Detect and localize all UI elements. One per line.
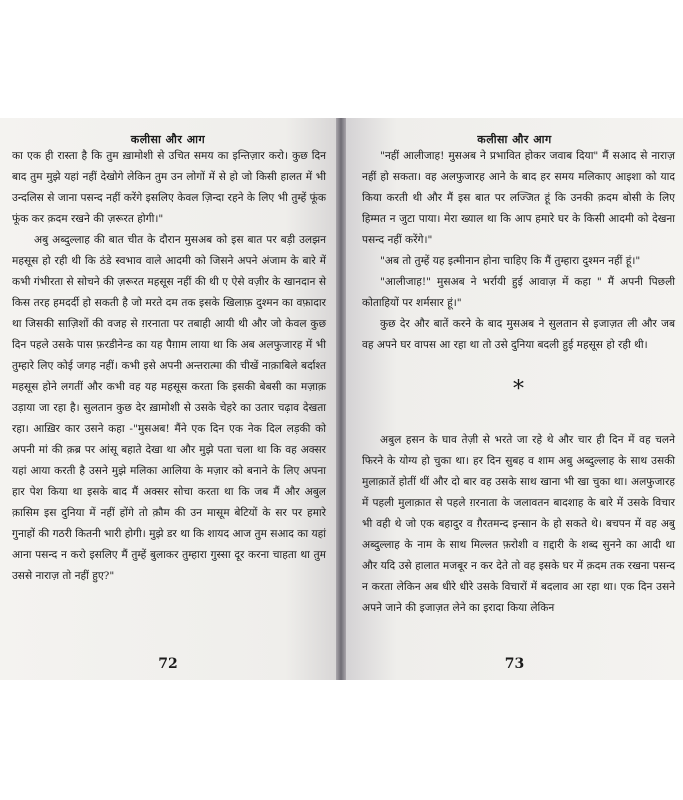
paragraph: अबुल हसन के घाव तेज़ी से भरते जा रहे थे और चार ही दिन में वह चलने फिरने के योग्य हो चुका था। हर दिन सुबह व शाम अबु अब्दुल्लाह के साथ उसकी मुलाक़ातें होतीं थीं और दो बार वह उसके साथ खाना भी खा चुका था। अलफुजारह में पहली मुलाक़ात से पहले ग़रनाता के जलावतन बादशाह के बारे में उसके विचार भी वही थे जो एक बहादुर व ग़ैरतमन्द इन्सान के हो सकते थे। बचपन में वह अबु अब्दुल्लाह के नाम के साथ मिल्लत फ़रोशी व ग़द्दारी के शब्द सुनने का आदी था और यदि उसे हालात मजबूर न कर देते तो वह इसके घर में क़दम तक रखना पसन्द न करता लेकिन अब धीरे धीरे उसके विचारों में बदलाव आ रहा था। एक दिन उसने अपने जाने की इजाज़त लेने का इरादा किया लेकिन — [362, 434, 675, 614]
page-number-right: 73 — [504, 656, 525, 672]
running-head-left: कलीसा और आग — [130, 133, 206, 146]
paragraph: कुछ देर और बातें करने के बाद मुसअब ने सुलतान से इजाज़त ली और जब वह अपने घर वापस आ रहा था तो उसे दुनिया बदली हुई महसूस हो रही थी। — [362, 318, 675, 351]
section-divider-asterisk: * — [513, 377, 524, 402]
left-page — [0, 118, 336, 680]
page-number-left: 72 — [158, 656, 178, 672]
running-head-right: कलीसा और आग — [477, 133, 552, 146]
right-page — [346, 118, 683, 680]
paragraph: "अब तो तुम्हें यह इत्मीनान होना चाहिए कि मैं तुम्हारा दुश्मन नहीं हूं।" — [380, 255, 641, 267]
paragraph: "नहीं आलीजाह! मुसअब ने प्रभावित होकर जवाब दिया" मैं सआद से नाराज़ नहीं हो सकता। वह अलफुजारह आने के बाद हर समय मलिकाए आइशा को याद किया करती थी और मैं इस बात पर लज्जित हूं कि उनकी क़दम बोसी के लिए हिम्मत न जुटा पाया। मेरा ख्याल था कि आप हमारे घर के किसी आदमी को देखना पसन्द नहीं करेंगे।" — [362, 150, 675, 246]
paragraph: अबु अब्दुल्लाह की बात चीत के दौरान मुसअब को इस बात पर बड़ी उलझन महसूस हो रही थी कि ठंडे स्वभाव वाले आदमी को जिसने अपने अंजाम के बारे में कभी गंभीरता से सोचने की ज़रूरत महसूस नहीं की थी ए ऐसे वज़ीर के खानदान से किस तरह हमदर्दी हो सकती है जो मरते दम तक इसके खिलाफ़ दुश्मन का वफ़ादार था जिसकी साज़िशों की वजह से ग़रनाता पर तबाही आयी थी और जो केवल कुछ दिन पहले उसके पास फ़रडीनेन्ड का यह पैग़ाम लाया था कि अब अलफुजारह में भी तुम्हारे लिए कोई जगह नहीं। कभी इसे अपनी अन्तरात्मा की चीखें नाक़ाबिले बर्दाश्त महसूस होने लगतीं और कभी वह यह महसूस करता कि इसकी बेबसी का मज़ाक़ उड़ाया जा रहा है। सुलतान कुछ देर ख़ामोशी से उसके चेहरे का उतार चढ़ाव देखता रहा। आख़िर कार उसने कहा -"मुसअब! मैंने एक दिन एक नेक दिल लड़की को अपनी मां की क़ब्र पर आंसू बहाते देखा था और मुझे पता चला था कि वह अक्सर यहां आया करती है उसने मुझे मलिका आलिया के मज़ार को बनाने के लिए अपना हार पेश किया था इसके बाद मैं अक्सर सोचा करता था कि जब मैं और अबुल क़ासिम इस दुनिया में नहीं होंगे तो क़ौम की उन मासूम बेटियों के सर पर हमारे गुनाहों की गठरी कितनी भारी होगी। मुझे डर था कि शायद आज तुम सआद का यहां आना पसन्द न करो इसलिए मैं तुम्हें बुलाकर तुम्हारा गुस्सा दूर करना चाहता था तुम उससे नाराज़ तो नहीं हुए?" — [12, 234, 326, 582]
book-gutter — [336, 118, 346, 680]
left-page-text — [12, 146, 326, 587]
paragraph: "आलीजाह!" मुसअब ने भर्रायी हुई आवाज़ में कहा " मैं अपनी पिछली कोताहियों पर शर्मसार हूं।" — [362, 276, 675, 309]
right-page-text — [362, 146, 675, 619]
paragraph: का एक ही रास्ता है कि तुम ख़ामोशी से उचित समय का इन्तिज़ार करो। कुछ दिन बाद तुम मुझे यहां नहीं देखोगे लेकिन तुम उन लोगों में से हो जो किसी हालत में भी उन्दलिस से जाना पसन्द नहीं करेंगे इसलिए केवल ज़िन्दा रहने के लिए भी तुम्हें फूंक फूंक कर क़दम रखने की ज़रूरत होगी।" — [12, 150, 326, 225]
open-book — [0, 118, 683, 680]
